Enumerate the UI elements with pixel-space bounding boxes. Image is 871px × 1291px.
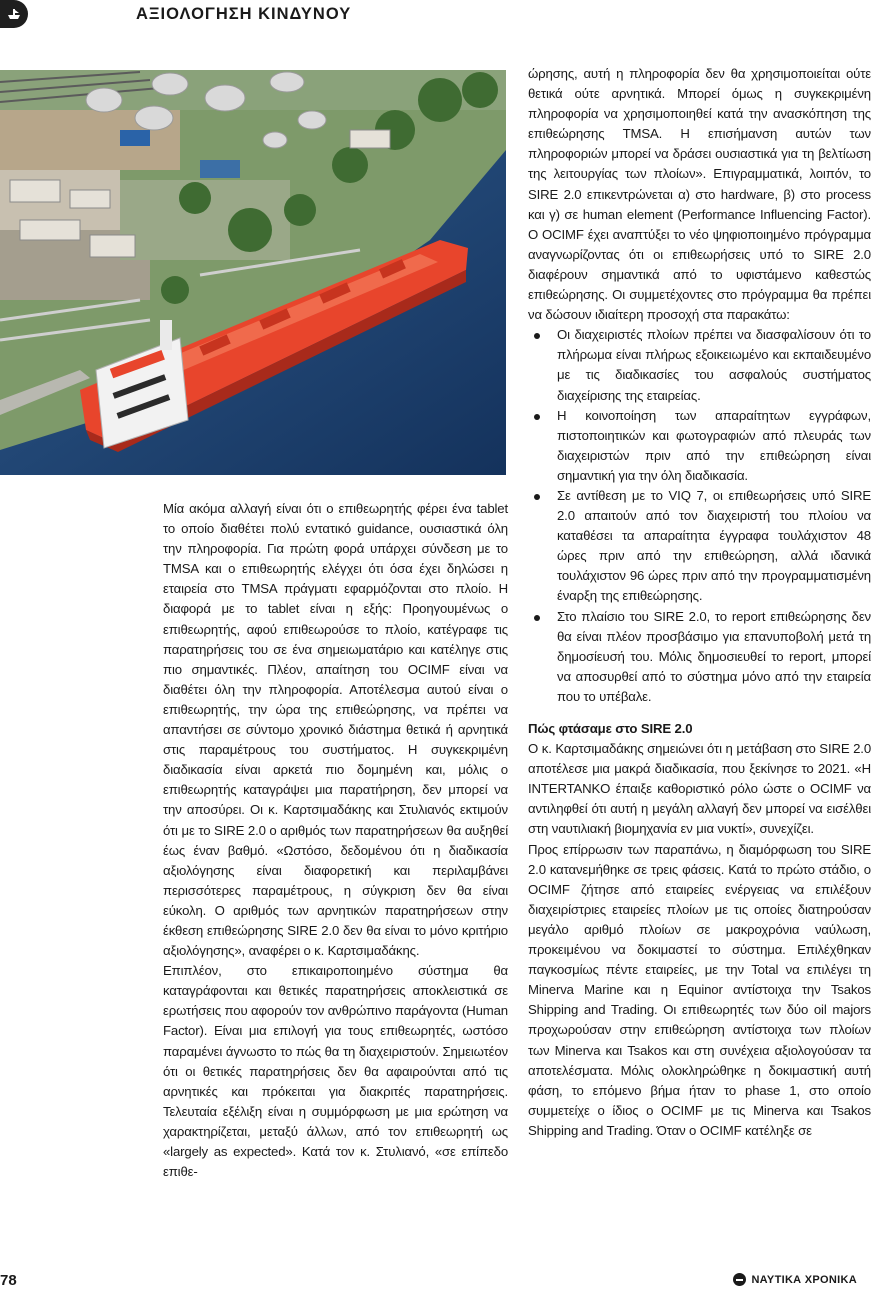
body-paragraph: ώρησης, αυτή η πληροφορία δεν θα χρησιμοποιείται ούτε θετικά ούτε αρνητικά. Μπορεί όμως η συγκεκριμένη πληροφορία να χρησιμοποιηθεί κατά την ανασκόπηση της επιθεώρησης TMSA. Η επισήμανση αυτών των πληροφοριών μπορεί να δράσει ουσιαστικά για τη βελτίωση της λειτουργίας των πλοίων». Επιγραμματικά, λοιπόν, το SIRE 2.0 επικεντρώνεται α) στο hardware, β) στο process και γ) σε human element (Performance Influencing Factor). Ο OCIMF έχει αναπτύξει το νέο ψηφιοποιημένο πρόγραμμα αναγνωρίζοντας ότι οι επιθεωρήσεις υπό το SIRE 2.0 διαφέρουν σημαντικά από το υφιστάμενο καθεστώς επιθεώρησης. Οι συμμετέχοντες στο πρόγραμμα θα πρέπει να δώσουν ιδιαίτερη προσοχή στα παρακάτω: [528,66,871,323]
body-paragraph: Επιπλέον, στο επικαιροποιημένο σύστημα θα καταγράφονται και θετικές παρατηρήσεις αποκλειστικά σε ερωτήσεις που αφορούν τον ανθρώπινο παράγοντα (Human Factor). Είναι μια επιλογή για τους επιθεωρητές, ωστόσο παραμένει άγνωστο το πώς θα τη διαχειριστούν. Σημειωτέον ότι οι θετικές παρατηρήσεις δεν θα αφαιρούνται από τις αρνητικές και πρόκειται για διακριτές παρατηρήσεις. Τελευταία εξέλιξη είναι η συμμόρφωση με μια ερώτηση να χαρακτηρίζεται, μεταξύ άλλων, από τον επιθεωρητή ως «largely as expected». Κατά τον κ. Στυλιανό, «σε επίπεδο επιθε- [163,963,508,1180]
bullet-item: Σε αντίθεση με το VIQ 7, οι επιθεωρήσεις υπό SIRE 2.0 απαιτούν από τον διαχειριστή του πλοίου να καταθέσει τα απαραίτητα έγγραφα τουλάχιστον 48 ώρες πριν από την επιθεώρηση, αλλά ιδανικά τουλάχιστον 96 ώρες πριν από την προγραμματισμένη έναρξη της επιθεώρησης. [528,486,871,607]
body-paragraph: Μία ακόμα αλλαγή είναι ότι ο επιθεωρητής φέρει ένα tablet το οποίο διαθέτει πολύ εντατικό guidance, ουσιαστικά όλη την πληροφορία. Για πρώτη φορά υπάρχει σύνδεση με το TMSA και ο επιθεωρητής ελέγχει ότι όσα έχει δηλώσει η εταιρεία στο TMSA πράγματι εφαρμόζονται στο πλοίο. Η διαφορά με το tablet είναι η εξής: Προηγουμένως ο επιθεωρητής, αφού επιθεωρούσε το πλοίο, κατέγραφε τις παρατηρήσεις του σε ένα σημειωματάριο και κατέληγε στις πιο σημαντικές. Πλέον, απαίτηση του OCIMF είναι να διαθέτει όλη την πληροφορία. Αποτέλεσμα αυτού είναι ο επιθεωρητής, την ώρα της επιθεώρησης, να πρέπει να απαντήσει σε σύντομο χρονικό διάστημα θετικά ή αρνητικά στις παραμέτρους του συστήματος. Η συγκεκριμένη διαδικασία είναι αρκετά πιο δομημένη και, μόλις ο επιθεωρητής καταγράψει μια παρατήρηση, δεν μπορεί να την αποσύρει. Οι κ. Καρτσιμαδάκης και Στυλιανός εκτιμούν ότι με το SIRE 2.0 ο αριθμός των παρατηρήσεων θα αυξηθεί έως έναν βαθμό. «Ωστόσο, δεδομένου ότι η διαδικασία αξιολόγησης είναι διαφορετική και περιλαμβάνει περισσότερες παραμέτρους, η σύγκριση δεν θα είναι εύκολη. Ο αριθμός των αρνητικών παρατηρήσεων στην έκθεση επιθεώρησης SIRE 2.0 δεν θα είναι το μόνο κριτήριο αξιολόγησης», αναφέρει ο κ. Καρτσιμαδάκης. [163,501,508,959]
subheading: Πώς φτάσαμε στο SIRE 2.0 [528,721,693,736]
brand-name: ΝΑΥΤΙΚΑ ΧΡΟΝΙΚΑ [751,1273,857,1286]
ship-icon [6,7,22,21]
tanker-illustration [0,70,506,475]
body-paragraph: Ο κ. Καρτσιμαδάκης σημειώνει ότι η μετάβαση στο SIRE 2.0 αποτέλεσε μια μακρά διαδικασία, που ξεκίνησε το 2021. «Η INTERTANKO έπαιξε καθοριστικό ρόλο ώστε ο OCIMF να αντιληφθεί ότι αυτή η μεγάλη αλλαγή δεν μπορεί να εισέλθει στη ναυτιλιακή βιομηχανία εν μια νυκτί», συνεχίζει. [528,741,871,837]
article-right-column [528,64,871,1141]
body-paragraph: Προς επίρρωσιν των παραπάνω, η διαμόρφωση του SIRE 2.0 κατανεμήθηκε σε τρεις φάσεις. Κατά το πρώτο στάδιο, ο OCIMF ζήτησε από εταιρείες ενέργειας να επιλέξουν διαχειρίστριες εταιρείες πλοίων με τις οποίες διατηρούσαν μεγάλο αριθμό πλοίων σε μακροχρόνια ναύλωση, προκειμένου να δοκιμαστεί το σύστημα. Επιλέχθηκαν παγκοσμίως πέντε εταιρείες, με την Total να επιλέγει τη Minerva Marine και η Equinor αντίστοιχα την Tsakos Shipping and Trading. Οι επιθεωρητές των δύο oil majors προχωρούσαν στην επιθεώρηση αντίστοιχα των πλοίων των Minerva και Tsakos και στη συνέχεια αξιολογούσαν τα αποτελέσματα. Μόλις ολοκληρώθηκε η δοκιμαστική αυτή φάση, το επόμενο βήμα ήταν το phase 1, στο οποίο συμμετείχε ο ίδιος ο OCIMF με τις Minerva και Tsakos Shipping and Trading. Όταν ο OCIMF κατέληξε σε [528,841,871,1138]
bullet-item: Οι διαχειριστές πλοίων πρέπει να διασφαλίσουν ότι το πλήρωμα είναι πλήρως εξοικειωμένο και εκπαιδευμένο με τις διαδικασίες του ασφαλούς συστήματος διαχείρισης της εταιρείας. [528,325,871,405]
article-left-column [163,499,508,1182]
brand-logo-icon [733,1273,746,1286]
bullet-list [528,325,871,707]
bullet-item: Η κοινοποίηση των απαραίτητων εγγράφων, πιστοποιητικών και φωτογραφιών από πλευράς των διαχειριστών πριν από την επιθεώρηση είναι σημαντική για την όλη διαδικασία. [528,406,871,486]
section-icon [0,0,28,28]
tanker-harbor-photo [0,70,506,475]
page-number: 78 [0,1272,17,1289]
bullet-item: Στο πλαίσιο του SIRE 2.0, το report επιθεώρησης δεν θα είναι πλέον προσβάσιμο για επανυποβολή μετά τη δημοσίευσή του. Μόλις δημοσιευθεί το report, μπορεί να αποσυρθεί από το σύστημα μόνο από την εταιρεία που το υπέβαλε. [528,607,871,707]
publication-brand [733,1273,857,1286]
section-title: ΑΞΙΟΛΟΓΗΣΗ ΚΙΝΔΥΝΟΥ [136,5,352,23]
